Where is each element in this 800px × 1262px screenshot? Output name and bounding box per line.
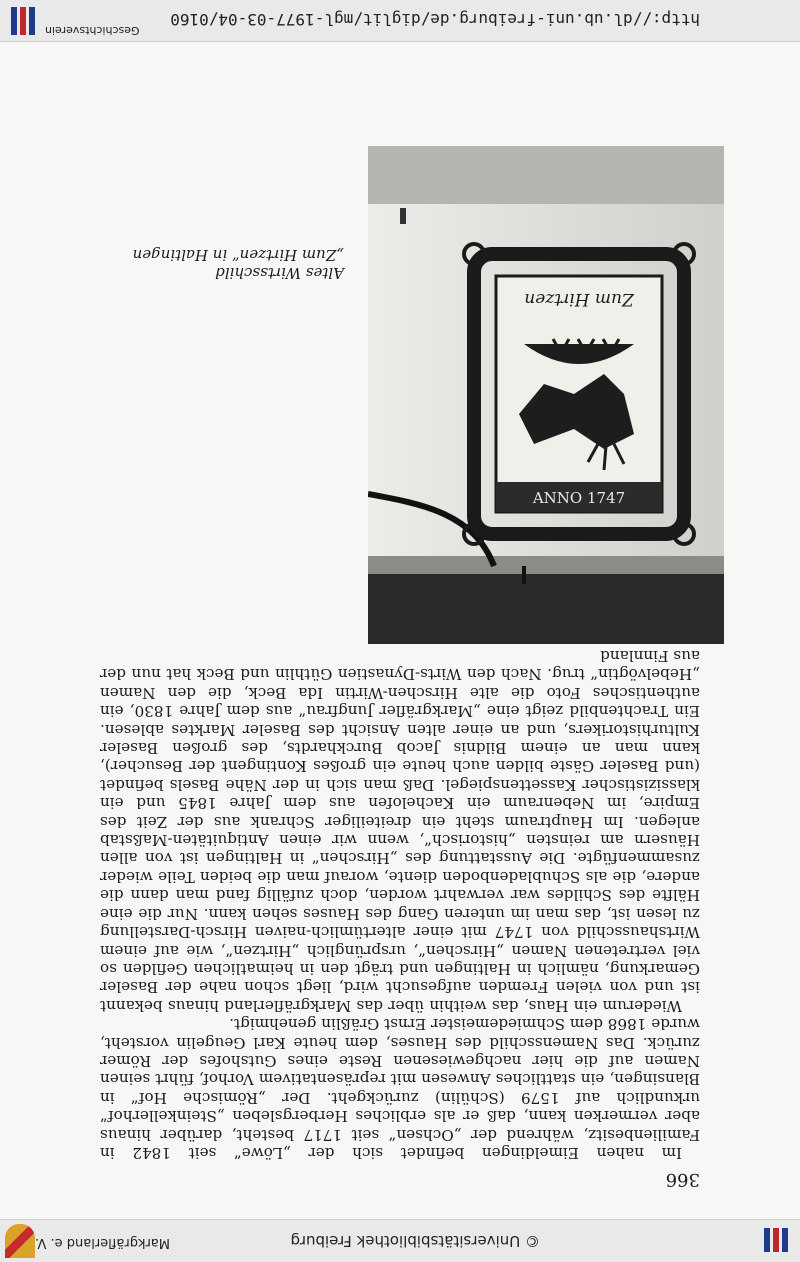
page-number: 366 <box>665 1169 700 1190</box>
partner-text: Markgräflerland e. V. <box>35 1235 170 1250</box>
article-body <box>100 647 700 1162</box>
library-logo-icon <box>9 5 35 35</box>
header-bar <box>0 1219 800 1262</box>
figure-caption <box>84 246 344 282</box>
permalink-url[interactable]: http://dl.ub.uni-freiburg.de/diglit/mgl-1977-03-04/0160 <box>170 10 700 29</box>
caption-line: „Zum Hirtzen“ in Haltingen <box>132 246 344 264</box>
partner-org-text: Geschichtsverein <box>45 24 140 37</box>
paragraph: Im nahen Eimeldingen befindet sich der „Löwe“ seit 1842 in Familienbesitz, während der „Ochsen“ seit 1717 besteht, darüber hinaus aber vermerken kann, daß er als erbliches Herbergsleben „Steinkellerhof“ urkundlich auf 1579 (Schülin) zurückgeht. Der „Römische Hof“ in Blansingen, ein stattliches Anwesen mit repräsentativem Vorhof, führt seinen Namen auf die hier nachgewiesenen Reste eines Gutshofes der Römer zurück. Das Namensschild des Hauses, dem heute Karl Geugelin vorsteht, wurde 1868 dem Schmiedemeister Ernst Gräßlin genehmigt. <box>100 1015 700 1162</box>
copyright-text: © Universitätsbibliothek Freiburg <box>290 1232 540 1250</box>
crest-icon <box>5 1224 35 1258</box>
inn-sign-photo <box>368 146 724 644</box>
sign-year: ANNO 1747 <box>532 489 626 507</box>
paragraph: Wiederum ein Haus, das weithin über das Markgräflerland hinaus bekannt ist und von vielen Fremden aufgesucht wird, liegt schon nahe der Baseler Gemarkung, nämlich in Haltingen und trägt den in heimatlichen Gefilden so viel vertretenen Namen „Hirschen“, ursprünglich „Hirtzen“, wie auf einem Wirtshausschild von 1747 mit einer altertümlich-naiven Hirsch-Darstellung zu lesen ist, das man im unteren Gang des Hauses sehen kann. Nur die eine Hälfte des Schildes war verwahrt worden, doch zufällig fand man dann die andere, die als Schubladenboden diente, worauf man die beiden Teile wieder zusammenfügte. Die Ausstattung des „Hirschen“ in Haltingen ist von allen Häusern am reinsten „historisch“, wenn wir einen Antiquitäten-Maßstab anlegen. Im Hauptraum steht ein dreiteiliger Schrank aus der Zeit des Empire, im Nebenraum ein Kachelofen aus dem Jahre 1845 und ein klassizistischer Kassettenspiegel. Daß man sich in der Nähe Basels befindet (und Baseler Gäste bilden auch heute ein großes Kontingent der Besucher), kann man an einem Bildnis Jacob Burckhardts, des großen Baseler Kulturhistorikers, und an einer alten Ansicht des Baseler Marktes ablesen. Ein Trachtenbild zeigt eine „Markgräfler Jungfrau“ aus dem Jahre 1830, ein authentisches Foto die alte Hirschen-Wirtin Ida Beck, die den Namen „Hebelvögtin“ trug. Nach den Wirts-Dynastien Güthlin und Beck hat nun der aus Finnland <box>100 647 700 1015</box>
inn-sign-illustration <box>368 146 724 644</box>
caption-line: Altes Wirtsschild <box>215 264 344 282</box>
sign-inscription: Zum Hirtzen <box>524 289 634 309</box>
footer-bar <box>0 0 800 42</box>
library-logo-icon <box>754 1227 788 1253</box>
